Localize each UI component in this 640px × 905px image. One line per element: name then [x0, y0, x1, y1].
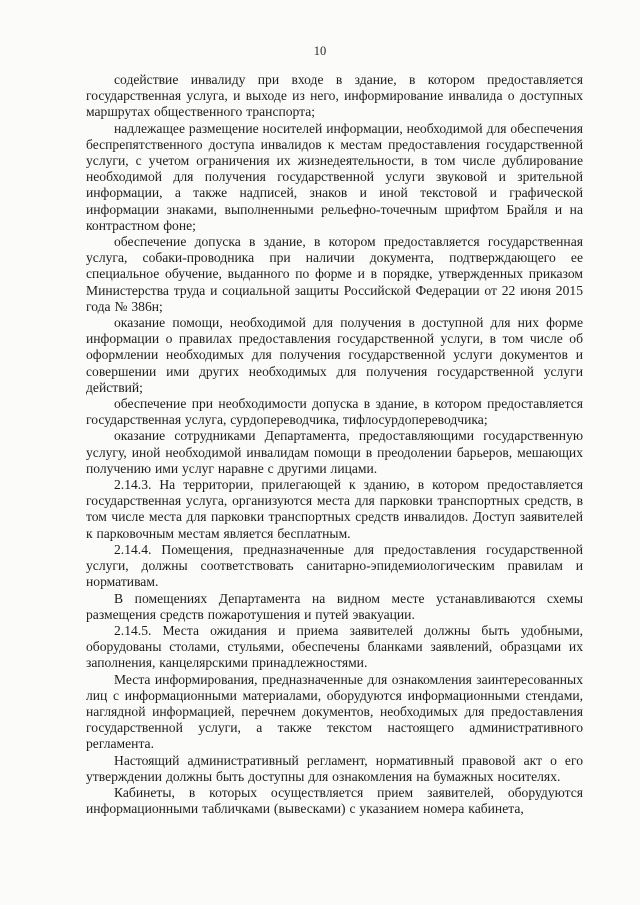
paragraph: В помещениях Департамента на видном месте устанавливаются схемы размещения средств пожаротушения и путей эвакуации.: [86, 590, 583, 622]
paragraph: Кабинеты, в которых осуществляется прием заявителей, оборудуются информационными табличками (вывесками) с указанием номера кабинета,: [86, 784, 583, 817]
paragraph: обеспечение при необходимости допуска в здание, в котором предоставляется государственная услуга, сурдопереводчика, тифлосурдопереводчика;: [86, 396, 583, 428]
paragraph: Настоящий административный регламент, нормативный правовой акт о его утверждении должны быть доступны для ознакомления на бумажных носителях.: [86, 752, 583, 784]
paragraph: 2.14.4. Помещения, предназначенные для предоставления государственной услуги, должны соответствовать санитарно-эпидемиологическим правилам и нормативам.: [86, 541, 583, 590]
paragraph: обеспечение допуска в здание, в котором предоставляется государственная услуга, собаки-проводника при наличии документа, подтверждающего ее специальное обучение, выданного по форме и в порядке, утвержденных приказом Министерства труда и социальной защиты Российской Федерации от 22 июня 2015 года № 386н;: [86, 234, 583, 314]
paragraph: 2.14.3. На территории, прилегающей к зданию, в котором предоставляется государственная услуга, организуются места для парковки транспортных средств, в том числе места для парковки транспортных средств инвалидов. Доступ заявителей к парковочным местам является бесплатным.: [86, 477, 583, 541]
paragraph: оказание помощи, необходимой для получения в доступной для них форме информации о правилах предоставления государственной услуги, в том числе об оформлении необходимых для получения государственной услуги документов и совершении ими других необходимых для получения государственной услуги действий;: [86, 315, 583, 395]
page-number: 10: [313, 44, 327, 58]
paragraph: 2.14.5. Места ожидания и приема заявителей должны быть удобными, оборудованы столами, стульями, обеспечены бланками заявлений, образцами их заполнения, канцелярскими принадлежностями.: [86, 622, 583, 671]
paragraph: Места информирования, предназначенные для ознакомления заинтересованных лиц с информационными материалами, оборудуются информационными стендами, наглядной информацией, перечнем документов, необходимых для предоставления государственной услуги, а также текстом настоящего административного регламента.: [86, 671, 583, 752]
document-body: [86, 72, 583, 817]
paragraph: содействие инвалиду при входе в здание, в котором предоставляется государственная услуга, и выходе из него, информирование инвалида о доступных маршрутах общественного транспорта;: [86, 72, 583, 120]
paragraph: надлежащее размещение носителей информации, необходимой для обеспечения беспрепятственного доступа инвалидов к местам предоставления государственной услуги, с учетом ограничения их жизнедеятельности, в том числе дублирование необходимой для получения государственной услуги звуковой и зрительной информации, а также надписей, знаков и иной текстовой и графической информации знаками, выполненными рельефно-точечным шрифтом Брайля и на контрастном фоне;: [86, 120, 584, 233]
paragraph: оказание сотрудниками Департамента, предоставляющими государственную услугу, иной необходимой инвалидам помощи в преодолении барьеров, мешающих получению ими услуг наравне с другими лицами.: [86, 428, 583, 476]
